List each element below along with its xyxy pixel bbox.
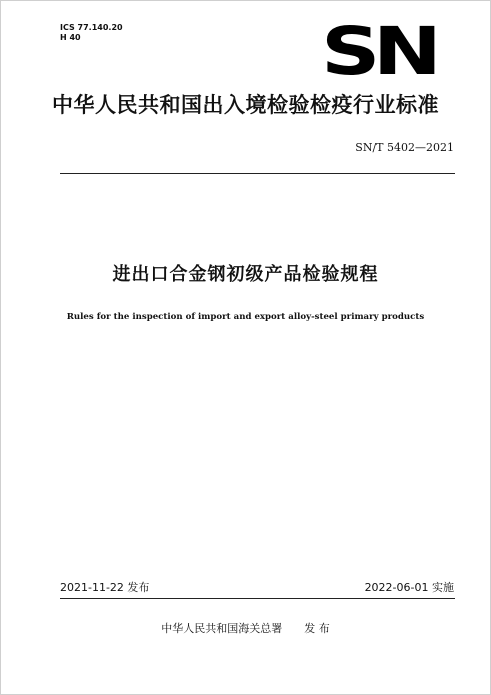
issue-date: 2021-11-22 发布 (60, 581, 150, 594)
classification-codes (60, 23, 123, 43)
implementation-date: 2022-06-01 实施 (364, 581, 454, 594)
authority-title: 中华人民共和国出入境检验检疫行业标准 (52, 93, 439, 117)
publisher-name: 中华人民共和国海关总署 (161, 622, 283, 635)
ccs-code: H 40 (60, 33, 81, 42)
document-title-chinese: 进出口合金钢初级产品检验规程 (112, 264, 379, 285)
publisher-line (1, 622, 490, 636)
top-divider (60, 173, 455, 174)
publish-label: 发 布 (304, 622, 330, 635)
bottom-divider (60, 598, 455, 599)
document-title-english: Rules for the inspection of import and export alloy-steel primary products (66, 312, 425, 322)
ics-code: ICS 77.140.20 (60, 23, 123, 32)
sn-logo: SN (321, 13, 435, 90)
standard-number: SN/T 5402—2021 (355, 141, 454, 154)
